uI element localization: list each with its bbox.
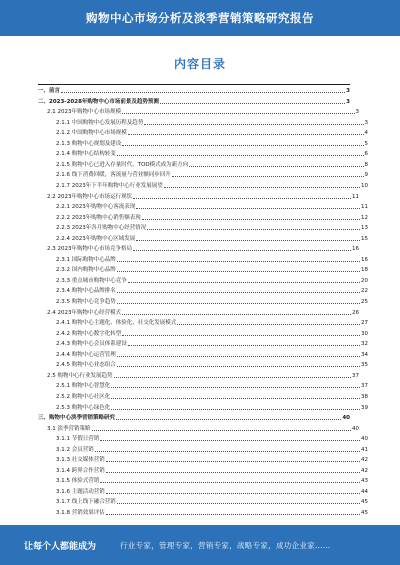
toc-leader-dots — [164, 182, 360, 188]
toc-entry[interactable] — [38, 330, 368, 338]
toc-entry-page: 30 — [361, 330, 368, 337]
toc-entry[interactable] — [38, 203, 368, 211]
toc-entry-title: 2.2 2023年购物中心市场运行现状 — [47, 193, 132, 200]
toc-entry[interactable] — [38, 372, 359, 380]
toc-entry[interactable] — [38, 498, 368, 506]
toc-entry-title: 2.5.1 购物中心智慧化 — [56, 383, 111, 390]
toc-entry-title: 2.5.2 购物中心社区化 — [56, 393, 111, 400]
toc-entry-title: 2.1.3 购物中心规划及建设 — [56, 140, 122, 147]
report-title: 购物中心市场分析及淡季营销策略研究报告 — [86, 11, 314, 25]
toc-entry[interactable] — [38, 361, 368, 369]
toc-entry-page: 3 — [346, 98, 350, 105]
toc-leader-dots — [128, 340, 360, 346]
toc-entry-page: 22 — [361, 288, 368, 295]
toc-entry-page: 25 — [361, 299, 368, 305]
toc-leader-dots — [117, 498, 360, 504]
toc-entry-title: 2.4.2 购物中心数字化转型 — [56, 330, 122, 337]
toc-leader-dots — [111, 393, 360, 399]
toc-entry-page: 26 — [352, 309, 359, 316]
toc-leader-dots — [116, 414, 341, 420]
toc-entry[interactable] — [38, 340, 368, 348]
toc-entry-title: 2.4.4 购物中心运营管理 — [56, 351, 116, 358]
toc-leader-dots — [189, 161, 363, 167]
toc-entry[interactable] — [38, 298, 368, 306]
toc-entry-page: 39 — [361, 404, 368, 411]
toc-entry[interactable] — [38, 477, 368, 485]
toc-entry-page: 5 — [364, 140, 368, 147]
toc-entry-page: 40 — [361, 436, 368, 443]
toc-entry-page: 11 — [361, 204, 368, 211]
toc-entry-page: 45 — [361, 499, 368, 506]
toc-entry[interactable] — [38, 245, 359, 253]
toc-entry-title: 2.2.4 2023年购物中心区域发展 — [56, 235, 136, 242]
toc-entry-page: 42 — [361, 467, 368, 474]
toc-leader-dots — [128, 277, 360, 283]
toc-entry[interactable] — [38, 509, 368, 517]
toc-entry-title: 2.2.1 2023年购物中心客流表现 — [56, 204, 136, 211]
toc-entry[interactable] — [38, 87, 350, 95]
toc-leader-dots — [114, 372, 352, 378]
toc-entry-page: 16 — [361, 256, 368, 263]
toc-entry-page: 41 — [361, 446, 368, 453]
toc-leader-dots — [122, 140, 363, 146]
toc-entry[interactable] — [38, 98, 350, 106]
toc-entry[interactable] — [38, 193, 359, 201]
toc-leader-dots — [133, 193, 351, 199]
toc-entry-title: 二、2023-2028年购物中心市场前景及趋势预测 — [38, 98, 159, 105]
toc-entry[interactable] — [38, 425, 359, 433]
toc-entry[interactable] — [38, 171, 368, 179]
toc-entry-page: 8 — [364, 161, 368, 168]
toc-entry[interactable] — [38, 446, 368, 454]
toc-entry[interactable] — [38, 309, 359, 317]
toc-leader-dots — [106, 488, 360, 494]
toc-entry-title: 2.3.3 重点城市购物中心竞争 — [56, 277, 127, 284]
toc-entry[interactable] — [38, 414, 350, 422]
toc-entry-title: 3.1.2 会员营销 — [56, 446, 94, 453]
toc-entry-page: 15 — [361, 235, 368, 242]
toc-entry[interactable] — [38, 161, 368, 169]
toc-entry-title: 3.1.4 跨界合作营销 — [56, 467, 105, 474]
toc-entry-title: 2.2.2 2023年购物中心销售额表现 — [56, 214, 141, 221]
toc-entry-title: 一、前言 — [38, 88, 61, 94]
toc-leader-dots — [106, 456, 360, 462]
footer-banner — [0, 525, 400, 565]
toc-entry-title: 2.1.2 中国购物中心市场规模 — [56, 130, 127, 137]
toc-entry-title: 2.3.5 购物中心竞争趋势 — [56, 299, 116, 305]
toc-entry-title: 2.1.4 购物中心结构转变 — [56, 151, 116, 158]
toc-leader-dots — [117, 298, 360, 304]
toc-entry-title: 2.5 购物中心行业发展趋势 — [47, 372, 113, 379]
toc-entry[interactable] — [38, 119, 368, 127]
toc-entry[interactable] — [38, 393, 368, 401]
toc-leader-dots — [106, 509, 360, 515]
toc-entry[interactable] — [38, 277, 368, 285]
toc-entry-page: 3 — [346, 88, 350, 94]
toc-leader-dots — [133, 245, 351, 251]
toc-entry-title: 3.1.8 营销效果评估 — [56, 510, 105, 516]
toc-entry-page: 16 — [352, 246, 359, 253]
toc-leader-dots — [111, 382, 360, 388]
toc-leader-dots — [122, 108, 355, 114]
toc-entry[interactable] — [38, 129, 368, 137]
toc-leader-dots — [117, 150, 364, 156]
toc-leader-dots — [100, 477, 360, 483]
toc-entry-page: 34 — [361, 351, 368, 358]
toc-entry[interactable] — [38, 224, 368, 232]
toc-entry-title: 2.1.1 中国购物中心发展历程及趋势 — [56, 119, 144, 126]
toc-entry[interactable] — [38, 382, 368, 390]
toc-leader-dots — [111, 404, 360, 410]
toc-entry-page: 44 — [361, 488, 368, 495]
toc-entry-page: 3 — [355, 109, 359, 116]
toc-entry[interactable] — [38, 435, 368, 443]
toc-entry-page: 12 — [361, 214, 368, 221]
toc-entry-title: 三、购物中心淡季营销策略研究 — [38, 415, 116, 422]
toc-entry-page: 40 — [342, 415, 350, 422]
toc-leader-dots — [117, 287, 360, 293]
toc-entry[interactable] — [38, 108, 359, 116]
toc-entry[interactable] — [38, 140, 368, 148]
toc-entry-page: 3 — [364, 119, 368, 126]
footer-tags: 行业专家，管理专家，营销专家，战略专家，成功企业家…… — [120, 541, 331, 550]
toc-leader-dots — [117, 351, 360, 357]
toc-entry-title: 2.3.1 国际购物中心品牌 — [56, 256, 116, 263]
toc-entry[interactable] — [38, 351, 368, 359]
report-header-banner — [0, 0, 400, 36]
toc-entry-page: 32 — [361, 341, 368, 348]
toc-entry-page: 11 — [352, 193, 359, 200]
toc-leader-dots — [142, 214, 360, 220]
toc-leader-dots — [136, 235, 360, 241]
toc-entry-title: 2.5.3 购物中心绿色化 — [56, 404, 111, 411]
toc-entry-title: 2.2.3 2023年各月购物中心经营情况 — [56, 225, 147, 232]
toc-leader-dots — [106, 467, 360, 473]
toc-entry-title: 3.1.1 节假日营销 — [56, 436, 100, 443]
toc-leader-dots — [128, 129, 364, 135]
toc-leader-dots — [177, 319, 360, 325]
toc-entry[interactable] — [38, 256, 368, 264]
toc-entry-title: 2.3.2 国内购物中心品牌 — [56, 267, 116, 274]
toc-entry-page: 20 — [361, 277, 368, 284]
toc-entry-page: 37 — [361, 383, 368, 390]
toc-entry-title: 2.4.1 购物中心主题化、体验化、社交化发展模式 — [56, 320, 177, 327]
toc-entry-page: 4 — [364, 130, 368, 137]
toc-leader-dots — [144, 119, 363, 125]
toc-entry-title: 2.4 2023年购物中心经营模式 — [47, 309, 121, 316]
toc-entry-title: 3.1.5 体验式营销 — [56, 478, 100, 485]
toc-entry[interactable] — [38, 467, 368, 475]
toc-top-rule — [38, 84, 350, 85]
toc-entry[interactable] — [38, 235, 368, 243]
toc-leader-dots — [117, 256, 360, 262]
toc-leader-dots — [117, 361, 360, 367]
toc-entry-title: 2.4.5 购物中心业态组合 — [56, 362, 116, 369]
toc-leader-dots — [136, 203, 360, 209]
toc-entry-page: 42 — [361, 457, 368, 464]
footer-slogan: 让每个人都能成为 — [24, 542, 97, 552]
toc-leader-dots — [122, 330, 360, 336]
toc-entry[interactable] — [38, 214, 368, 222]
toc-leader-dots — [95, 446, 360, 452]
toc-entry-title: 2.1 2023年购物中心市场规模 — [47, 109, 121, 116]
toc-leader-dots — [100, 435, 360, 441]
toc-leader-dots — [117, 266, 360, 272]
toc-leader-dots — [122, 309, 351, 315]
toc-entry-title: 3.1.6 主题活动营销 — [56, 488, 105, 495]
toc-entry-page: 37 — [352, 372, 359, 379]
toc-entry[interactable] — [38, 488, 368, 496]
toc-entry-title: 2.1.7 2023年下半年购物中心行业发展展望 — [56, 182, 163, 189]
toc-entry[interactable] — [38, 287, 368, 295]
toc-entry[interactable] — [38, 266, 368, 274]
toc-entry-page: 38 — [361, 393, 368, 400]
toc-entry[interactable] — [38, 182, 368, 190]
toc-entry-page: 18 — [361, 267, 368, 274]
toc-entry-title: 2.4.3 购物中心会员体系建设 — [56, 341, 127, 348]
toc-entry[interactable] — [38, 456, 368, 464]
toc-leader-dots — [160, 98, 345, 104]
toc-entry-page: 40 — [352, 425, 359, 432]
toc-entry-page: 6 — [364, 151, 368, 158]
toc-entry-page: 13 — [361, 225, 368, 232]
toc-leader-dots — [92, 425, 352, 431]
toc-leader-dots — [172, 171, 364, 177]
toc-entry[interactable] — [38, 404, 368, 412]
toc-entry-title: 3.1.3 社交媒体营销 — [56, 457, 105, 464]
toc-entry-title: 2.3.4 购物中心品牌排名 — [56, 288, 116, 295]
toc-entry-page: 45 — [361, 510, 368, 516]
toc-title: 内容目录 — [173, 57, 226, 71]
toc-entry-title: 3.1 淡季营销策略 — [47, 425, 91, 432]
toc-entry-page: 35 — [361, 362, 368, 369]
toc-entry-page: 9 — [364, 172, 368, 179]
toc-entry-title: 2.1.6 线下消费回暖，客流量与营业额同步回升 — [56, 172, 171, 179]
toc-entry[interactable] — [38, 319, 368, 327]
toc-entry-page: 27 — [361, 320, 368, 327]
toc-leader-dots — [61, 87, 345, 93]
toc-entry-title: 3.1.7 线上线下融合营销 — [56, 499, 116, 506]
toc-entry[interactable] — [38, 150, 368, 158]
toc-entry-title: 2.3 2023年购物中心市场竞争格局 — [47, 246, 132, 253]
toc-leader-dots — [147, 224, 360, 230]
toc-entry-title: 2.1.5 购物中心已进入存量时代，TOD模式成为新方向 — [56, 161, 189, 168]
toc-entry-page: 10 — [361, 182, 368, 189]
toc-entry-page: 43 — [361, 478, 368, 485]
